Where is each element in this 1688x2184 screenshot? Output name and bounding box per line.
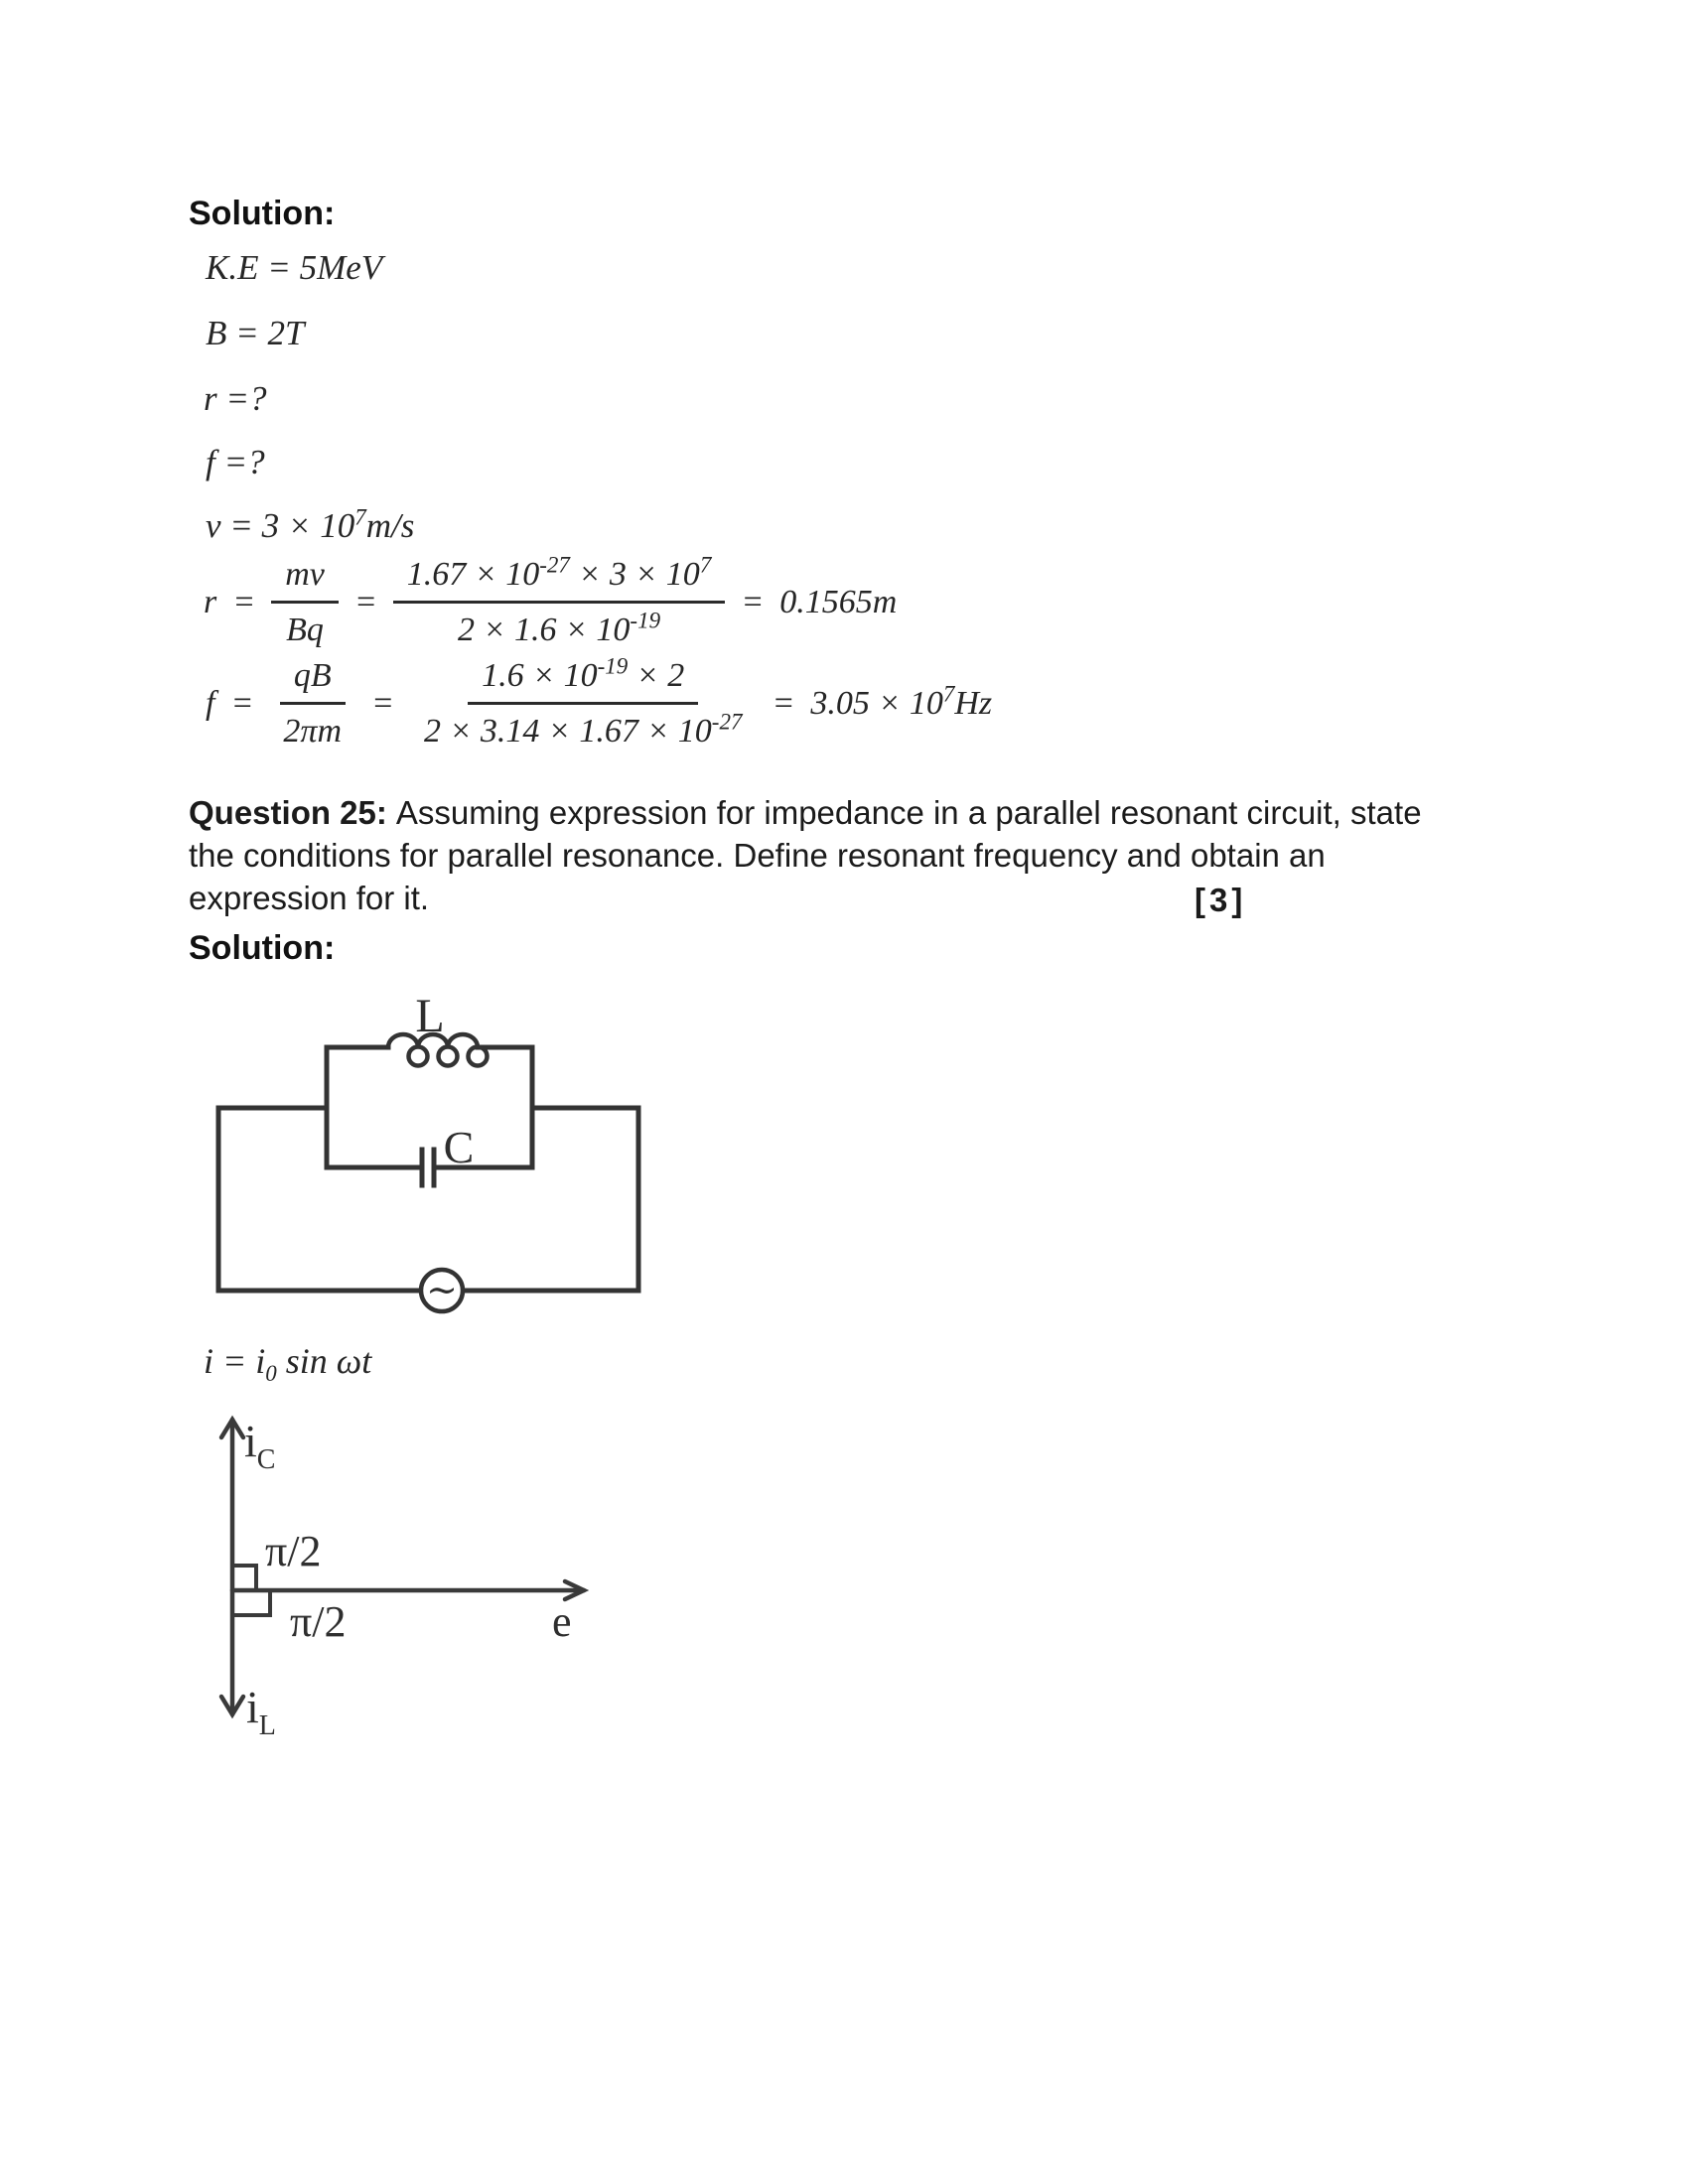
question-line2: the conditions for parallel resonance. Define resonant frequency and obtain an [189, 837, 1326, 874]
equals-sign: = [371, 685, 394, 722]
radius-lhs: r [204, 584, 217, 620]
numerator-text: 1.6 × 10 [482, 657, 598, 694]
solution-heading-bottom: Solution: [189, 929, 336, 967]
equation-velocity [206, 506, 414, 546]
equation-frequency-formula [206, 653, 993, 751]
equals-sign: = [230, 685, 254, 722]
equals-sign: = [741, 584, 765, 620]
current-text: sin ωt [276, 1341, 372, 1381]
result-text: 3.05 × 10 [810, 685, 943, 722]
radius-result: 0.1565m [779, 584, 898, 620]
numerator-text: × 2 [628, 657, 685, 694]
velocity-text: v = 3 × 10 [206, 506, 355, 545]
angle-label-lower: π/2 [290, 1597, 347, 1646]
parallel-lc-circuit-diagram [204, 988, 660, 1320]
equation-kinetic-energy: K.E = 5MeV [206, 248, 383, 287]
equation-current [204, 1340, 372, 1387]
numerator-text: × 3 × 10 [569, 556, 700, 593]
velocity-unit: m/s [365, 506, 415, 545]
fraction-mv-bq [271, 556, 339, 649]
il-vector-label [246, 1682, 276, 1741]
fraction-frequency-values [410, 653, 757, 751]
capacitor-symbol [422, 1150, 434, 1185]
fraction-numerator [393, 552, 726, 604]
fraction-denominator [444, 604, 674, 649]
denominator-text: 2 × 1.6 × 10 [458, 612, 631, 648]
equals-sign: = [353, 584, 377, 620]
il-subscript: L [258, 1710, 276, 1741]
equals-sign: = [232, 584, 256, 620]
inductor-loop [439, 1047, 458, 1066]
fraction-qb-2pim [269, 657, 355, 751]
result-unit: Hz [954, 685, 993, 722]
question-line1: Assuming expression for impedance in a parallel resonant circuit, state [395, 794, 1422, 831]
equation-radius-unknown: r =? [204, 379, 267, 418]
il-letter: i [246, 1682, 259, 1732]
ic-vector-label [244, 1416, 275, 1475]
question-paragraph [189, 791, 1509, 919]
velocity-exponent: 7 [354, 504, 366, 530]
frequency-lhs: f [206, 685, 215, 722]
equation-magnetic-field: B = 2T [206, 314, 305, 352]
right-angle-marker-lower [232, 1590, 270, 1615]
capacitor-label: C [443, 1122, 475, 1172]
numerator-exponent: 7 [699, 552, 712, 578]
fraction-denominator [410, 705, 757, 751]
current-subscript: 0 [265, 1361, 277, 1387]
equals-sign: = [772, 685, 795, 722]
fraction-numerator: qB [280, 657, 346, 705]
current-text: i = i [204, 1341, 266, 1381]
inductor-label: L [415, 990, 445, 1042]
fraction-numerator: mv [271, 556, 339, 604]
e-axis-label: e [552, 1597, 572, 1646]
solution-heading-top: Solution: [189, 195, 336, 232]
denominator-exponent: -19 [630, 608, 661, 633]
inductor-loop [409, 1047, 428, 1066]
result-exponent: 7 [942, 681, 955, 707]
numerator-exponent: -19 [597, 653, 629, 679]
angle-label-upper: π/2 [265, 1527, 322, 1575]
denominator-exponent: -27 [711, 709, 743, 735]
ac-source-tilde: ∼ [426, 1270, 458, 1311]
numerator-exponent: -27 [539, 552, 570, 578]
right-angle-marker-upper [232, 1566, 256, 1590]
denominator-text: 2 × 3.14 × 1.67 × 10 [423, 713, 712, 750]
question-number: Question 25: [189, 794, 387, 831]
equation-radius-formula [204, 552, 898, 649]
ic-letter: i [244, 1416, 257, 1466]
fraction-radius-values [393, 552, 726, 649]
fraction-denominator: Bq [286, 612, 324, 648]
frequency-result [810, 681, 993, 723]
question-marks: [3] [1195, 882, 1247, 918]
fraction-denominator: 2πm [283, 713, 342, 750]
phasor-diagram [189, 1395, 616, 1762]
equation-frequency-unknown: f =? [206, 443, 265, 481]
fraction-numerator [468, 653, 698, 705]
numerator-text: 1.67 × 10 [406, 556, 540, 593]
question-line3: expression for it. [189, 880, 430, 916]
ic-subscript: C [256, 1444, 276, 1475]
